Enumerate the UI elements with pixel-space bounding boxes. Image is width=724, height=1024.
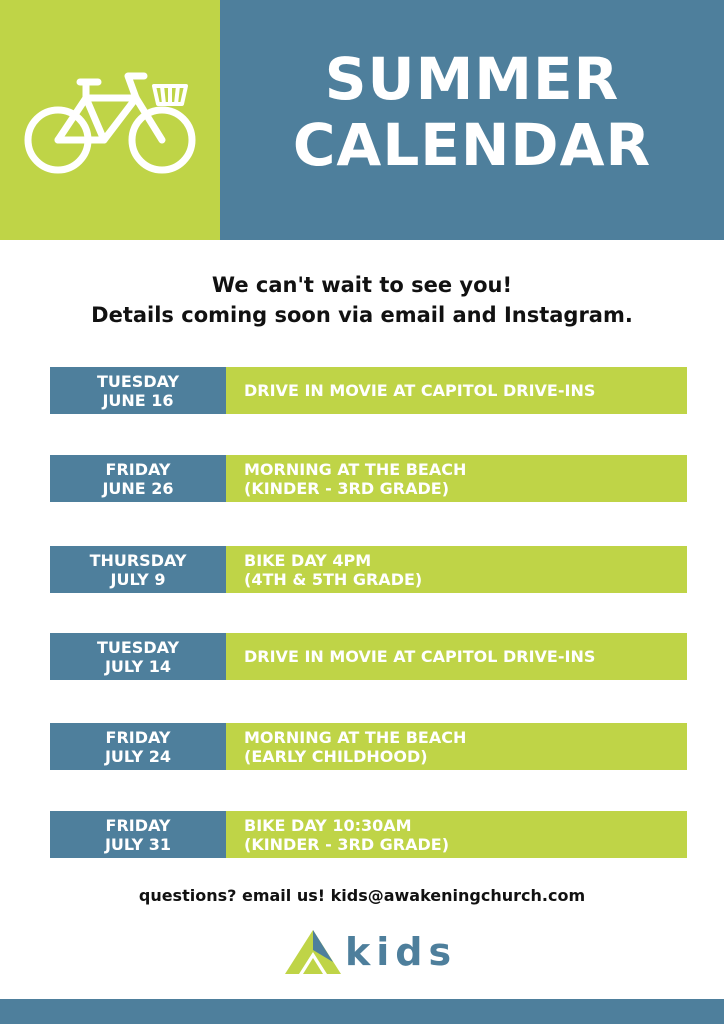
bottom-bar [0, 999, 724, 1024]
event-row [50, 546, 687, 593]
event-title [226, 633, 687, 680]
event-date-text: JUNE 26 [102, 478, 174, 498]
event-date-text: JUNE 16 [102, 390, 174, 410]
intro-line-1: We can't wait to see you! [211, 273, 513, 297]
event-title-line-2: (4TH & 5TH GRADE) [244, 569, 423, 589]
event-title [226, 723, 687, 770]
event-row [50, 723, 687, 770]
page-title [220, 46, 724, 178]
event-day: FRIDAY [105, 727, 171, 747]
event-day: TUESDAY [96, 637, 180, 657]
logo-text: kids [345, 930, 458, 974]
kids-logo [283, 928, 458, 978]
event-day: THURSDAY [89, 550, 187, 570]
event-day: FRIDAY [105, 459, 171, 479]
event-row [50, 811, 687, 858]
event-date-text: JULY 9 [110, 569, 166, 589]
event-row [50, 367, 687, 414]
header [0, 0, 724, 240]
event-date [50, 633, 226, 680]
mountain-logo-icon [283, 928, 343, 976]
event-date-text: JULY 31 [104, 834, 172, 854]
event-title-line-2: (KINDER - 3RD GRADE) [244, 834, 450, 854]
event-day: TUESDAY [96, 371, 180, 391]
event-date-text: JULY 14 [104, 656, 172, 676]
event-title-line-1: BIKE DAY 10:30AM [244, 815, 412, 835]
event-title-line-2: (EARLY CHILDHOOD) [244, 746, 428, 766]
event-date [50, 546, 226, 593]
event-date [50, 723, 226, 770]
event-date [50, 455, 226, 502]
event-row [50, 633, 687, 680]
title-line-2: CALENDAR [292, 111, 652, 179]
event-title [226, 546, 687, 593]
event-title-line-1: DRIVE IN MOVIE AT CAPITOL DRIVE-INS [244, 647, 596, 666]
event-day: FRIDAY [105, 815, 171, 835]
event-title-line-1: BIKE DAY 4PM [244, 550, 372, 570]
event-title-line-2: (KINDER - 3RD GRADE) [244, 478, 450, 498]
event-date [50, 811, 226, 858]
intro-line-2: Details coming soon via email and Instagram. [91, 303, 633, 327]
event-title [226, 455, 687, 502]
title-line-1: SUMMER [324, 45, 620, 113]
event-title-line-1: MORNING AT THE BEACH [244, 727, 467, 747]
event-title [226, 811, 687, 858]
contact-line: questions? email us! kids@awakeningchurch.com [138, 886, 586, 905]
event-title [226, 367, 687, 414]
event-date-text: JULY 24 [104, 746, 172, 766]
intro-message [0, 270, 724, 330]
event-row [50, 455, 687, 502]
event-title-line-1: MORNING AT THE BEACH [244, 459, 467, 479]
event-date [50, 367, 226, 414]
event-title-line-1: DRIVE IN MOVIE AT CAPITOL DRIVE-INS [244, 381, 596, 400]
bicycle-icon [24, 68, 196, 176]
